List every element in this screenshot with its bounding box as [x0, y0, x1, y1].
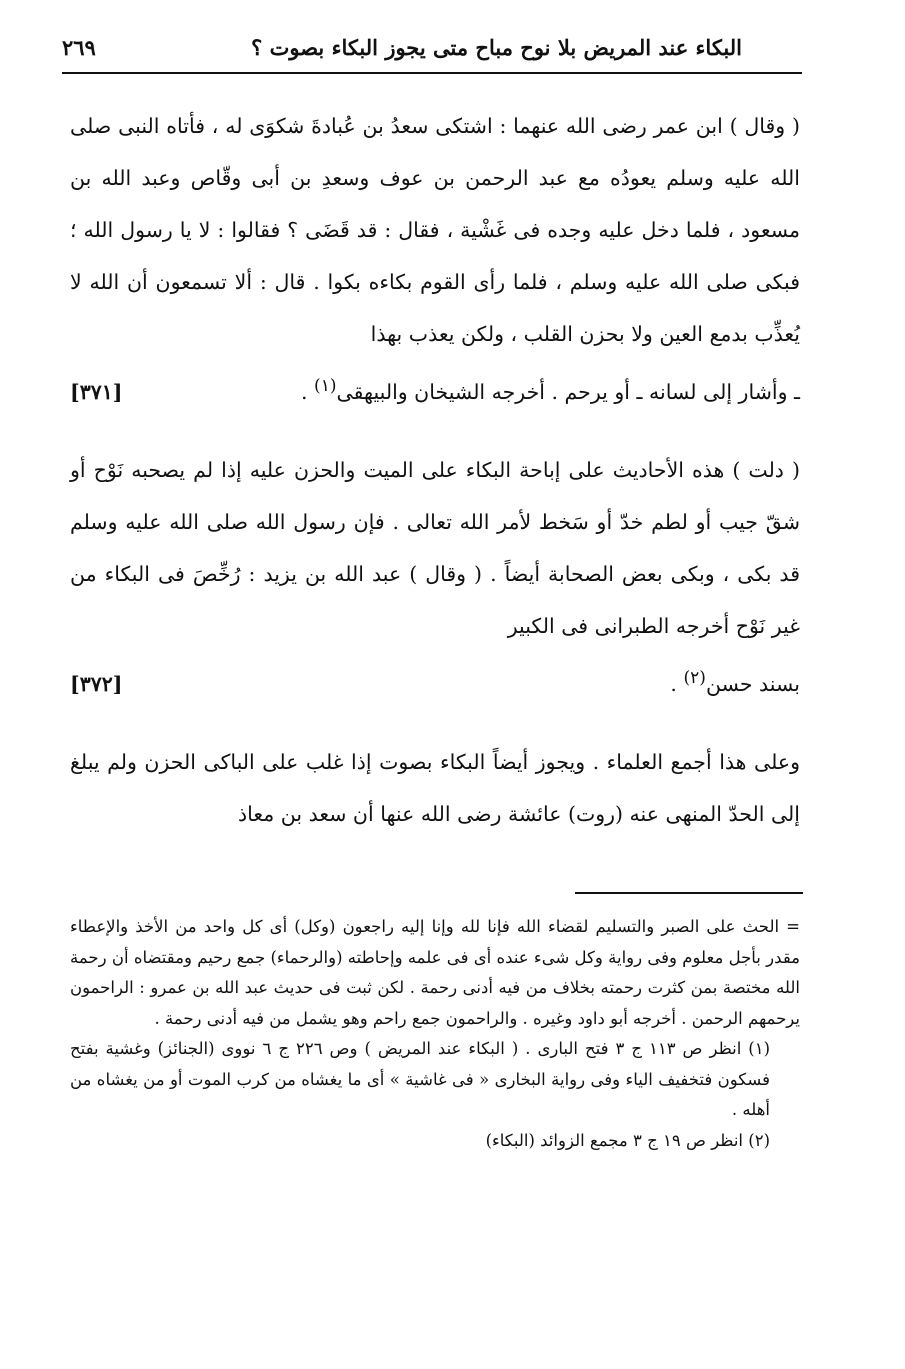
footnote-2: (٢) انظر ص ١٩ ج ٣ مجمع الزوائد (البكاء) — [485, 1130, 770, 1150]
page-number: ٢٦٩ — [62, 34, 96, 60]
footnote-ref-2: (٢) — [683, 667, 706, 688]
header-title: البكاء عند المريض بلا نوح مباح متى يجوز البكاء بصوت ؟ — [251, 34, 742, 60]
paragraph-last-line: ـ وأشار إلى لسانه ـ أو يرحم . أخرجه الشيخان والبيهقى$^{(١)}$ . [٣٧١] — [70, 360, 800, 418]
paragraph-text: وعلى هذا أجمع العلماء . ويجوز أيضاً البكاء بصوت إذا غلب على الباكى الحزن ولم يبلغ إلى الحدّ المنهى عنه (روت) عائشة رضى الله عنها أن سعد بن معاذ — [70, 749, 800, 826]
header-rule — [62, 72, 802, 74]
running-header — [62, 22, 742, 72]
paragraph-consensus — [70, 736, 800, 840]
paragraph-hadith-371 — [70, 100, 800, 418]
paragraph-hadith-372 — [70, 444, 800, 710]
paragraph-text-end: بسند حسن — [705, 671, 800, 696]
paragraph-text-end: ـ وأشار إلى لسانه ـ أو يرحم . أخرجه الشيخان والبيهقى — [336, 379, 800, 404]
main-text — [70, 100, 800, 840]
hadith-number-372: [٣٧٢] — [70, 671, 123, 696]
hadith-number-371: [٣٧١] — [70, 379, 123, 404]
footnote-ref-1: (١) — [314, 376, 337, 396]
paragraph-text: ( دلت ) هذه الأحاديث على إباحة البكاء على الميت والحزن عليه إذا لم يصحبه نَوْح أو شقّ جيب أو لطم خدّ أو سَخط لأمر الله تعالى . فإن رسول الله صلى الله عليه وسلم قد بكى ، وبكى بعض الصحابة أيضاً . ( وقال ) عبد الله بن يزيد : رُخِّصَ فى البكاء من غير نَوْح أخرجه الطبرانى فى الكبير — [70, 457, 800, 638]
footnote-1: (١) انظر ص ١١٣ ج ٣ فتح البارى . ( البكاء عند المريض ) وص ٢٢٦ ج ٦ نووى (الجنائز) وغشية بفتح فسكون فتخفيف الياء وفى رواية البخارى « فى غاشية » أى ما يغشاه من كرب الموت أو من يغشاه من أهله . — [70, 1039, 771, 1119]
footnotes — [70, 912, 800, 1156]
paragraph-last-line: بسند حسن$^{(٢)}$ . [٣٧٢] — [70, 652, 800, 710]
footnote-separator — [575, 892, 803, 894]
footnote-continuation: = الحث على الصبر والتسليم لقضاء الله فإنا لله وإنا إليه راجعون (وكل) أى كل واحد من الأخذ والإعطاء مقدر بأجل معلوم وفى رواية وكل شىء عنده أى فى علمه وإحاطته (والرحماء) جمع رحيم ومقتضاه أن رحمة الله مختصة بمن كثرت رحمته بخلاف من فيه أدنى رحمة . لكن ثبت فى حديث عبد الله بن عمرو : الراحمون يرحمهم الرحمن . أخرجه أبو داود وغيره . والراحمون جمع راحم وهو يشمل من فيه أدنى رحمة . — [70, 917, 800, 1028]
paragraph-text: ( وقال ) ابن عمر رضى الله عنهما : اشتكى سعدُ بن عُبادةَ شكوَى له ، فأتاه النبى صلى الله عليه وسلم يعودُه مع عبد الرحمن بن عوف وسعدِ بن أبى وقّاص وعبد الله بن مسعود ، فلما دخل عليه وجده فى غَشْية ، فقال : قد قَضَى ؟ فقالوا : لا يا رسول الله ؛ فبكى صلى الله عليه وسلم ، فلما رأى القوم بكاءه بكوا . قال : ألا تسمعون أن الله لا يُعذِّب بدمع العين ولا بحزن القلب ، ولكن يعذب بهذا — [70, 114, 800, 346]
